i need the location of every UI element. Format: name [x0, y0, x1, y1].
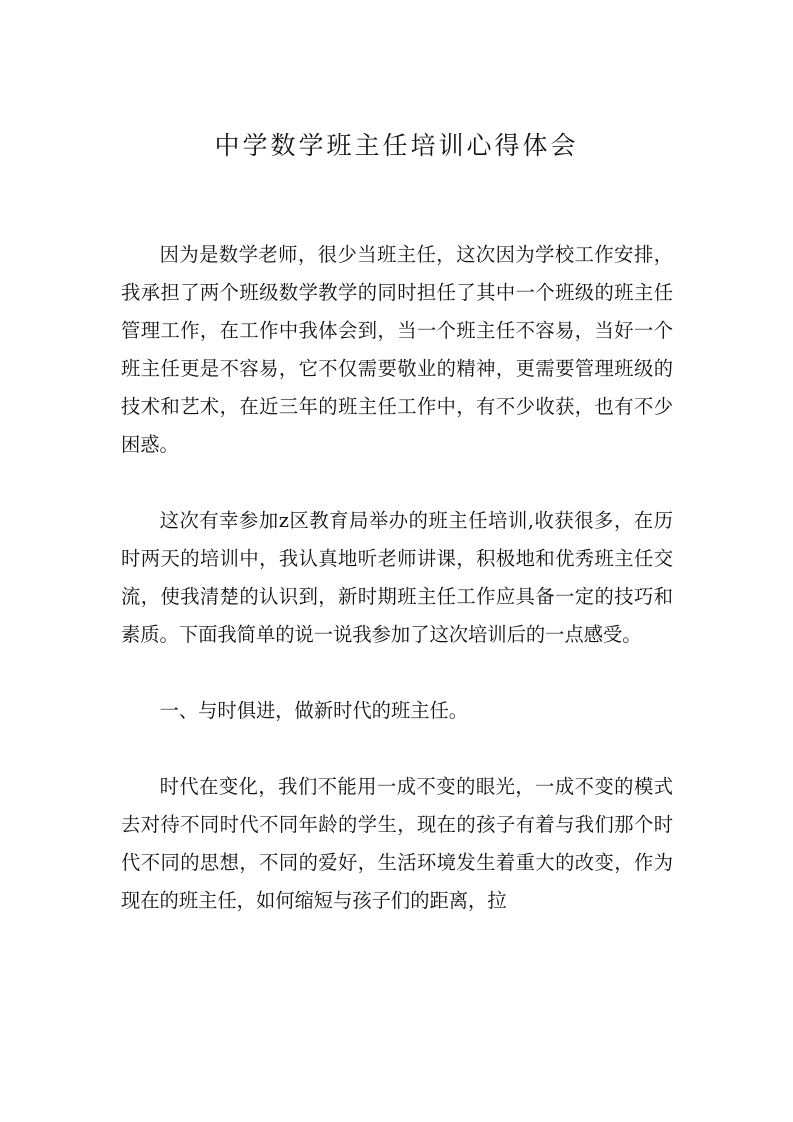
document-title: 中学数学班主任培训心得体会 — [214, 131, 579, 160]
paragraph-times-change: 时代在变化，我们不能用一成不变的眼光，一成不变的模式去对待不同时代不同年龄的学生，现在的孩子有着与我们那个时代不同的思想，不同的爱好，生活环境发生着重大的改变，作为现在的班主任，如何缩短与孩子们的距离，拉 — [121, 775, 673, 912]
section-heading-one: 一、与时俱进，做新时代的班主任。 — [159, 699, 469, 722]
paragraph-intro: 因为是数学老师，很少当班主任，这次因为学校工作安排，我承担了两个班级数学教学的同时担任了其中一个班级的班主任管理工作，在工作中我体会到，当一个班主任不容易，当好一个班主任更是不容易，它不仅需要敬业的精神，更需要管理班级的技术和艺术，在近三年的班主任工作中，有不少收获，也有不少困惑。 — [121, 243, 673, 456]
paragraph-training: 这次有幸参加z区教育局举办的班主任培训,收获很多，在历时两天的培训中，我认真地听老师讲课，积极地和优秀班主任交流，使我清楚的认识到，新时期班主任工作应具备一定的技巧和素质。下面我简单的说一说我参加了这次培训后的一点感受。 — [121, 509, 673, 646]
document-body — [121, 236, 673, 958]
